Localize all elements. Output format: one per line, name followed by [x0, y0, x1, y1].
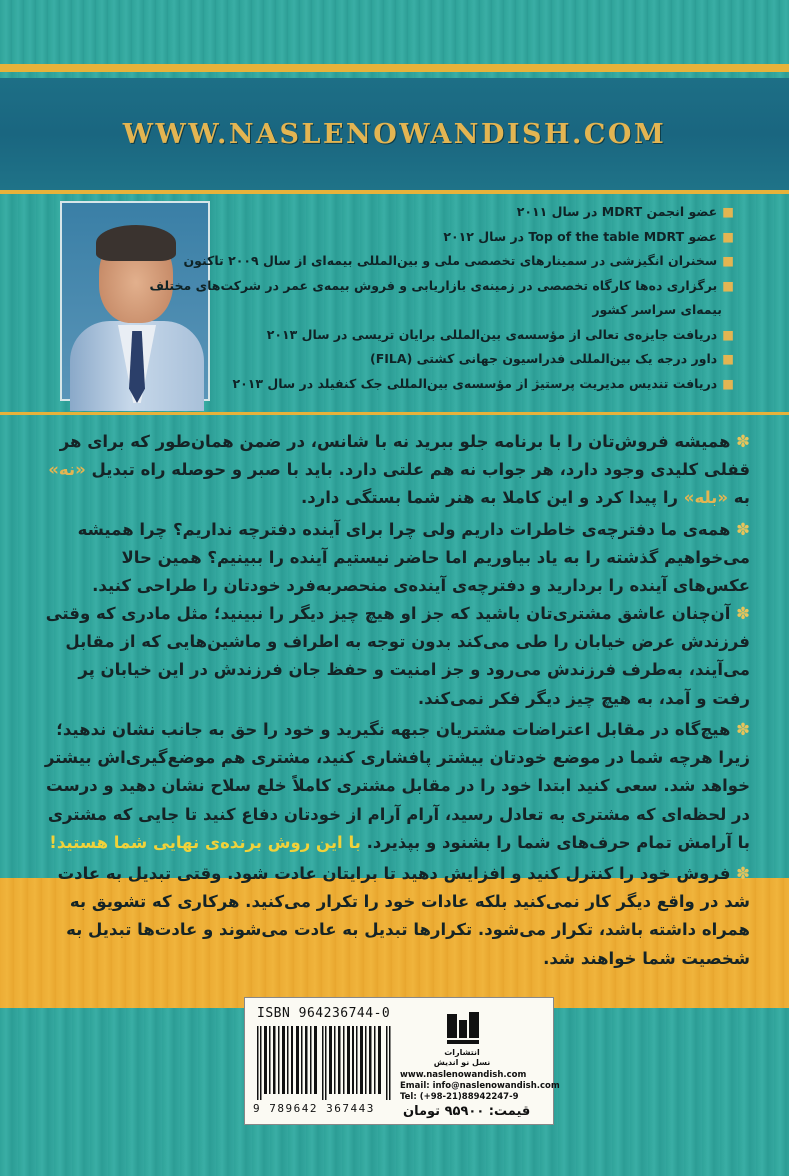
bio-item: ■داور درجه یک بین‌المللی فدراسیون جهانی کشتی (FILA) [370, 351, 734, 366]
bio-item: ■برگزاری ده‌ها کارگاه تخصصی در زمینه‌ی بازاریابی و فروش بیمه‌ی عمر در شرکت‌های مختلف [149, 277, 734, 293]
top-band [0, 0, 789, 64]
paragraph-2: ✽ همه‌ی ما دفترچه‌ی خاطرات داریم ولی چرا برای آینده دفترچه نداریم؟ چرا همیشه می‌خواهیم گذشته را به یاد بیاوریم اما حاضر نیستیم آینده را ببینیم؟ همین حالا عکس‌های آینده را بردارید و دفترچه‌ی آینده‌ی منحصربه‌فرد خودتان را طراحی کنید. [77, 520, 750, 596]
paragraph-5: ✽ فروش خود را کنترل کنید و افزایش دهید تا برایتان عادت شود. وقتی تبدیل به عادت شد در واقع دیگر کار نمی‌کنید بلکه عادات خود را تکرار می‌کنید. هرکاری که تشویق به همراه داشته باشد، تکرار می‌شود. تکرارها تبدیل به عادت می‌شوند و عادت‌ها تبدیل به شخصیت شما خواهند شد. [57, 864, 750, 968]
publisher-email: Email: info@naslenowandish.com [400, 1081, 560, 1091]
barcode [255, 1026, 395, 1100]
bio-item: ■عضو انجمن MDRT در سال ۲۰۱۱ [516, 204, 734, 219]
paragraph-1: ✽ همیشه فروش‌تان را با برنامه جلو ببرید نه با شانس، در ضمن همان‌طور که برای هر قفلی کلیدی وجود دارد، هر جواب نه هم علتی دارد. باید با صبر و حوصله راه تبدیل «نه» به «بله» را پیدا کرد و این کاملا به هنر شما بستگی دارد. [48, 432, 750, 508]
author-bio [149, 200, 734, 410]
bio-item: ■دریافت تندیس مدیریت پرستیژ از مؤسسه‌ی بین‌المللی جک کنفیلد در سال ۲۰۱۳ [232, 375, 734, 391]
publisher-name: انتشارات نسل نو اندیش [433, 1048, 491, 1067]
gold-line-top [0, 64, 789, 72]
website-banner [0, 78, 789, 190]
publisher-contact [400, 1070, 560, 1103]
bio-item: ■سخنران انگیزشی در سمینارهای تخصصی ملی و بین‌المللی بیمه‌ای از سال ۲۰۰۹ تاکنون [183, 253, 734, 268]
bio-item: بیمه‌ای سراسر کشور [592, 302, 722, 317]
barcode-number: 9 789642 367443 [253, 1102, 375, 1115]
bio-item: ■عضو Top of the table MDRT در سال ۲۰۱۲ [443, 228, 734, 244]
paragraph-3: ✽ آن‌چنان عاشق مشتری‌تان باشید که جز او هیچ چیز دیگر را نبینید؛ مثل مادری که وقتی فرزندش عرض خیابان را طی می‌کند بدون توجه به اطراف و ماشین‌هایی که از مقابل می‌آیند، به‌طرف فرزندش می‌رود و جز امنیت و حفظ جان فرزندش در این خیابان پر رفت و آمد، به هیچ چیز دیگر فکر نمی‌کند. [45, 604, 750, 708]
publisher-logo [443, 1010, 483, 1048]
gold-line-bottom [0, 190, 789, 194]
publisher-website: www.naslenowandish.com [400, 1070, 527, 1080]
author-photo [60, 201, 210, 401]
barcode-panel [244, 997, 560, 1125]
publisher-tel: Tel: (+98-21)88942247-9 [400, 1092, 519, 1102]
bio-item: ■دریافت جایزه‌ی تعالی از مؤسسه‌ی بین‌المللی برایان تریسی در سال ۲۰۱۳ [266, 326, 734, 342]
website-url: WWW.NASLENOWANDISH.COM [122, 118, 667, 150]
section-divider [0, 412, 789, 415]
paragraph-4: ✽ هیچ‌گاه در مقابل اعتراضات مشتریان جبهه نگیرید و خود را حق به جانب نشان ندهید؛ زیرا هرچه شما در موضع خودتان بیشتر پافشاری کنید، مشتری هم موضع‌گیری‌اش بیشتر خواهد شد. سعی کنید ابتدا خود را در مقابل مشتری کاملاً خلع سلاح نشان دهید و درست در لحظه‌ای که مشتری به تعادل رسید، آرام آرام از خودتان دفاع کنید تا جایی که مشتری با آرامش تمام حرف‌های شما را بشنود و بپذیرد. با این روش برنده‌ی نهایی شما هستید! [44, 720, 750, 852]
isbn-text: ISBN 964236744-0 [257, 1006, 391, 1021]
price-label: قیمت: ۹۵۹۰۰ تومان [403, 1104, 531, 1119]
